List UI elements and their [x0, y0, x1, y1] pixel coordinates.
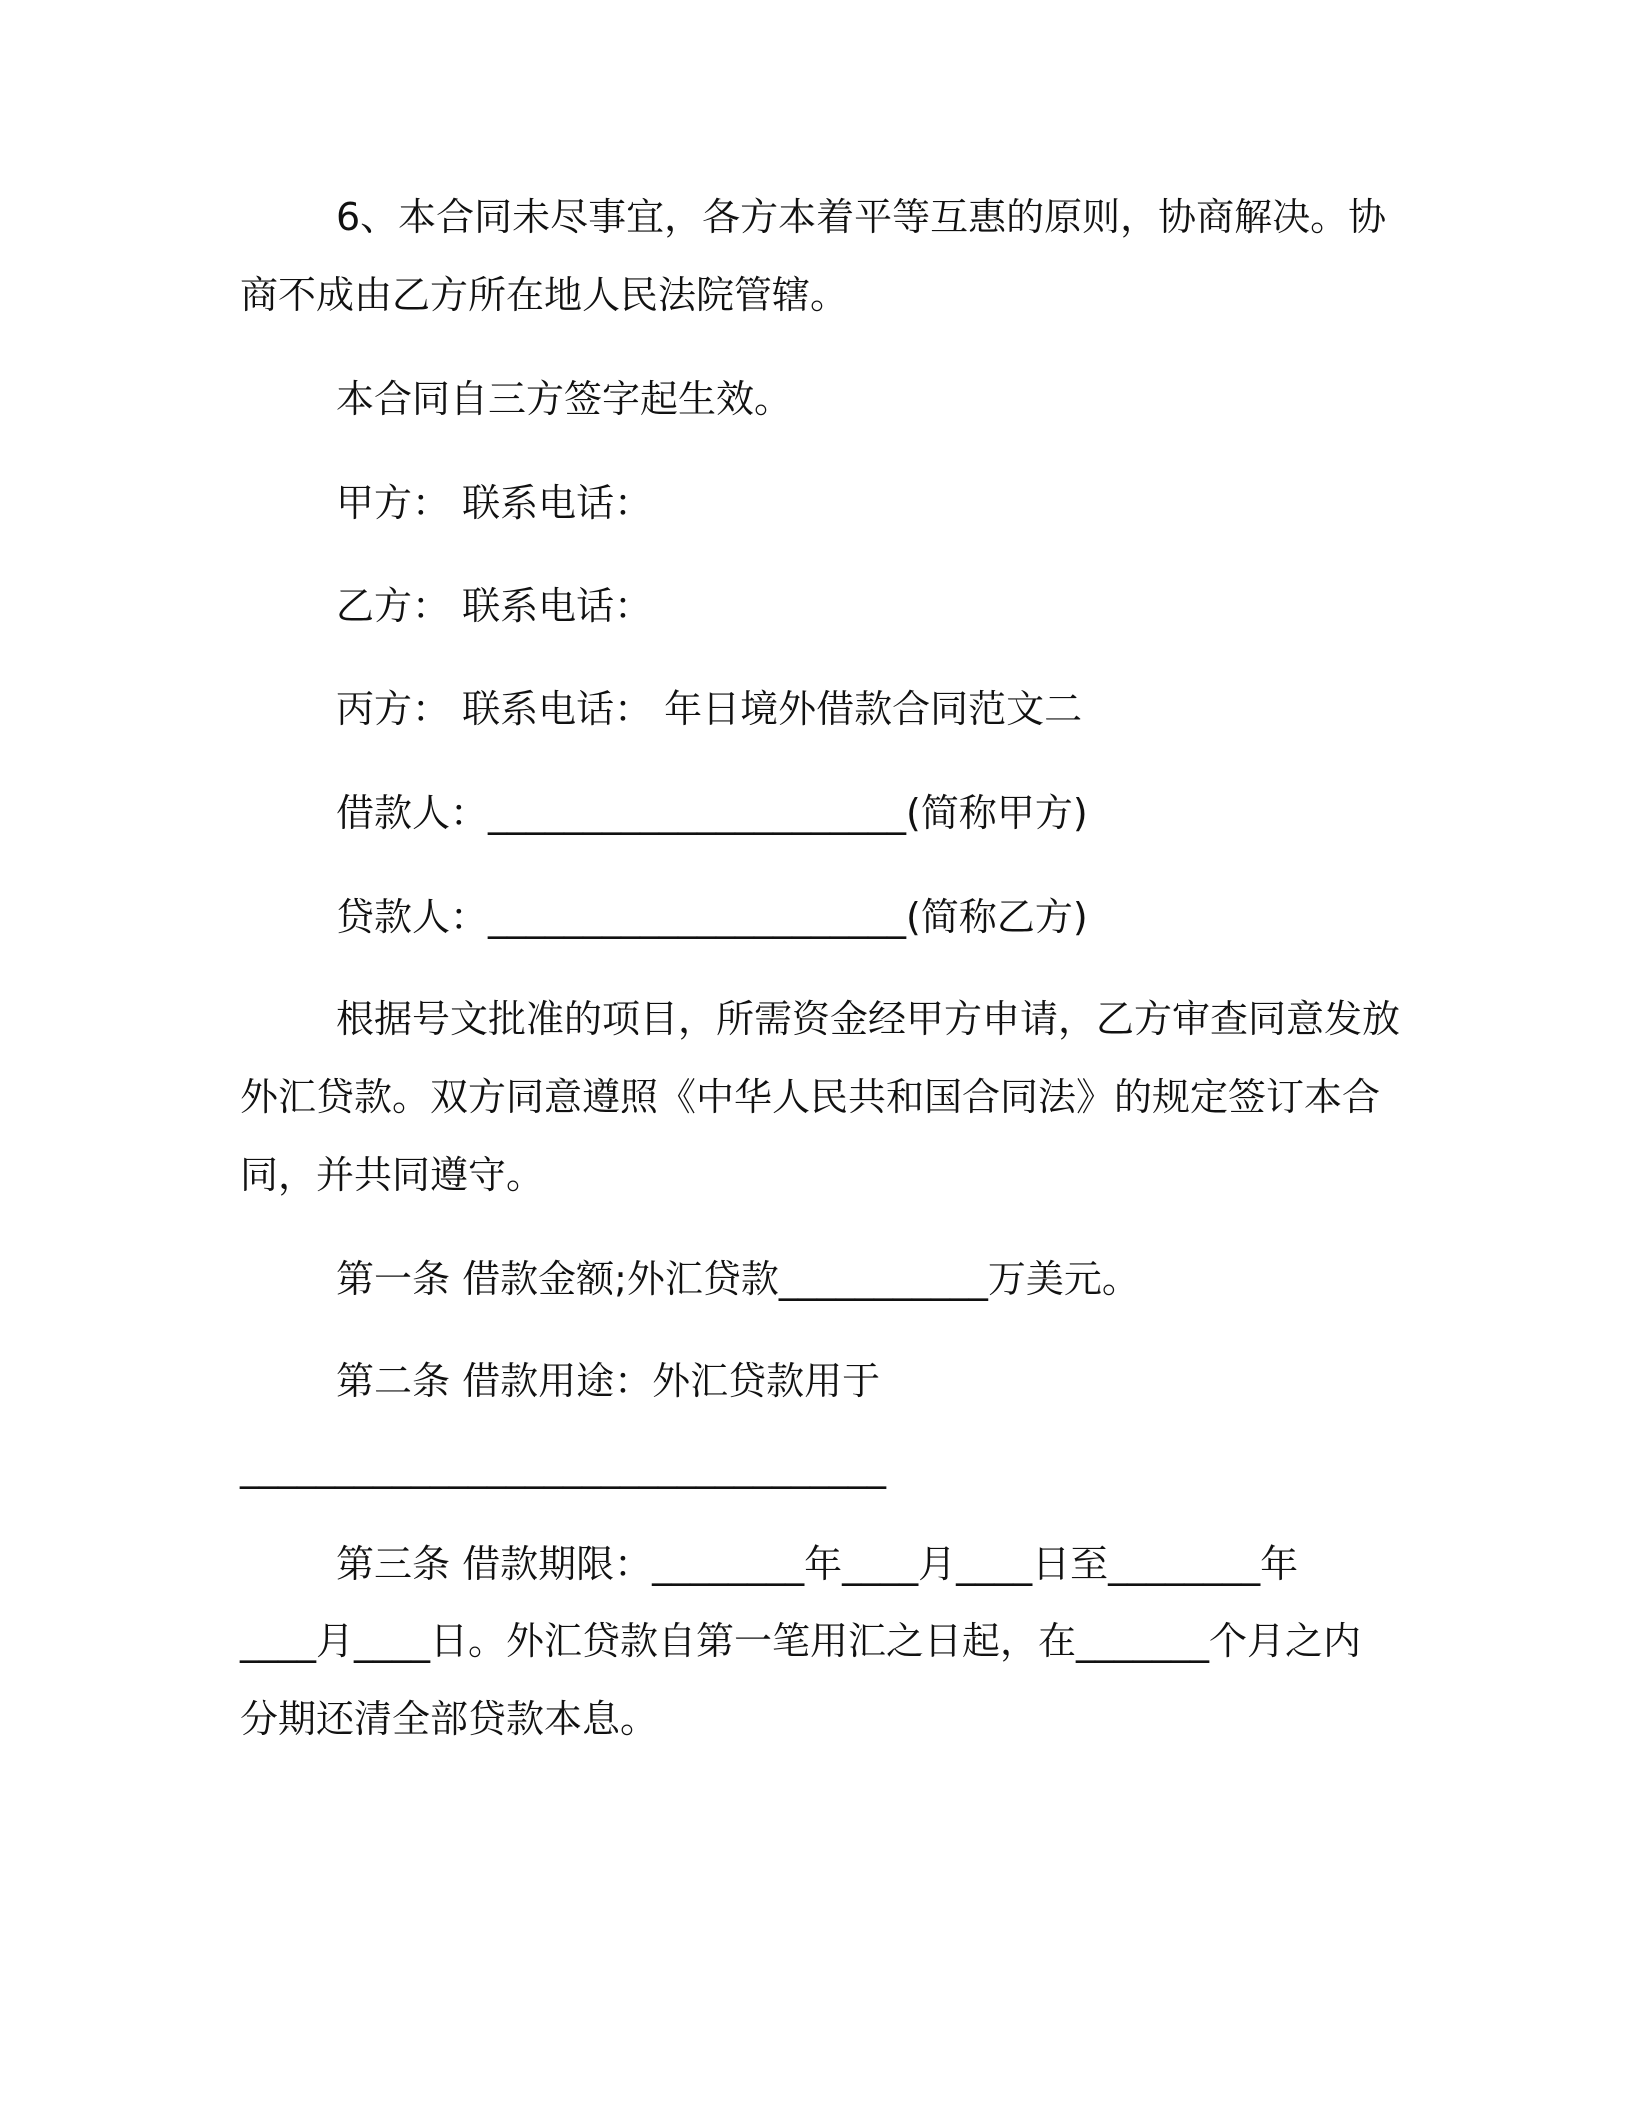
article-3-line-1: 第三条 借款期限：________年____月____日至________年: [336, 1542, 1299, 1586]
clause-6-line-1: 6、本合同未尽事宜，各方本着平等互惠的原则，协商解决。协: [336, 195, 1387, 239]
article-1: 第一条 借款金额;外汇贷款___________万美元。: [336, 1257, 1140, 1301]
preamble-line-3: 同，并共同遵守。: [240, 1153, 545, 1197]
effective-clause: 本合同自三方签字起生效。: [336, 377, 793, 421]
clause-6-line-2: 商不成由乙方所在地人民法院管辖。: [240, 273, 849, 317]
party-a-contact: 甲方： 联系电话：: [336, 481, 653, 525]
article-3-line-2: ____月____日。外汇贷款自第一笔用汇之日起，在_______个月之内: [240, 1619, 1362, 1663]
party-b-contact: 乙方： 联系电话：: [336, 584, 653, 628]
preamble-line-2: 外汇贷款。双方同意遵照《中华人民共和国合同法》的规定签订本合: [240, 1075, 1381, 1119]
borrower-line: 借款人：______________________(简称甲方): [336, 791, 1088, 835]
lender-line: 贷款人：______________________(简称乙方): [336, 895, 1088, 939]
article-2: 第二条 借款用途：外汇贷款用于: [336, 1359, 881, 1403]
preamble-line-1: 根据号文批准的项目，所需资金经甲方申请，乙方审查同意发放: [336, 997, 1401, 1041]
party-c-contact: 丙方： 联系电话： 年日境外借款合同范文二: [336, 687, 1083, 731]
article-3-line-3: 分期还清全部贷款本息。: [240, 1697, 659, 1741]
article-2-blank: __________________________________: [240, 1445, 886, 1489]
